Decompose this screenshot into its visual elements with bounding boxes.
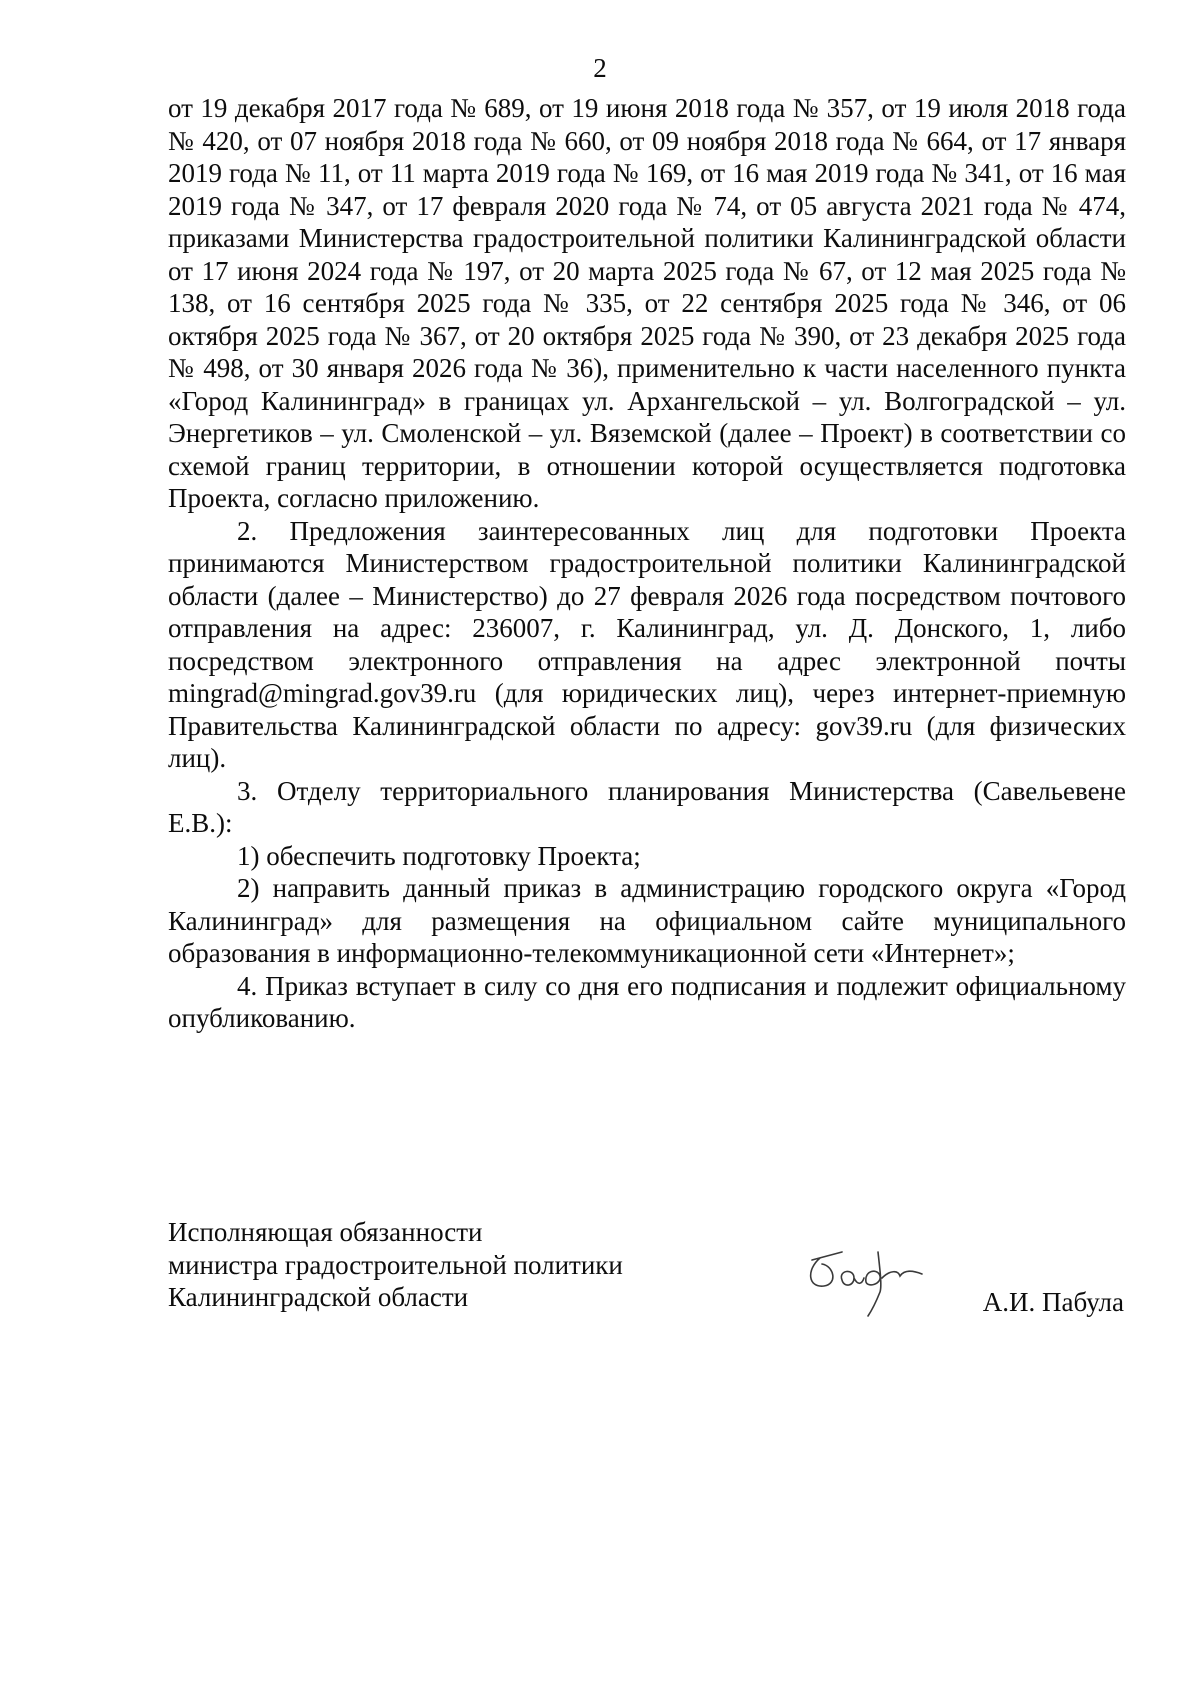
paragraph-2-proposals: 2. Предложения заинтересованных лиц для подготовки Проекта принимаются Министерством градостроительной политики Калининградской области (далее – Министерство) до 27 февраля 2026 года посредством почтового отправления на адрес: 236007, г. Калининград, ул. Д. Донского, 1, либо посредством электронного отправления на адрес электронной почты mingrad@mingrad.gov39.ru (для юридических лиц), через интернет-приемную Правительства Калининградской области по адресу: gov39.ru (для физических лиц). (168, 515, 1126, 773)
signer-position-line: министра градостроительной политики (168, 1249, 623, 1280)
signature-block (168, 1216, 1128, 1356)
paragraph-3-item-1: 1) обеспечить подготовку Проекта; (237, 840, 641, 871)
signer-position-line: Исполняющая обязанности (168, 1217, 483, 1247)
paragraph-continuation: от 19 декабря 2017 года № 689, от 19 июня 2018 года № 357, от 19 июля 2018 года № 420, от 07 ноября 2018 года № 660, от 09 ноября 2018 года № 664, от 17 января 2019 года № 11, от 11 марта 2019 года № 169, от 16 мая 2019 года № 341, от 16 мая 2019 года № 347, от 17 февраля 2020 года № 74, от 05 августа 2021 года № 474, приказами Министерства градостроительной политики Калининградской области от 17 июня 2024 года № 197, от 20 марта 2025 года № 67, от 12 мая 2025 года № 138, от 16 сентября 2025 года № 335, от 22 сентября 2025 года № 346, от 06 октября 2025 года № 367, от 20 октября 2025 года № 390, от 23 декабря 2025 года № 498, от 30 января 2026 года № 36), применительно к части населенного пункта «Город Калининград» в границах ул. Архангельской – ул. Волгоградской – ул. Энергетиков – ул. Смоленской – ул. Вяземской (далее – Проект) в соответствии со схемой границ территории, в отношении которой осуществляется подготовка Проекта, согласно приложению. (168, 93, 1126, 513)
page-number: 2 (593, 53, 607, 83)
paragraph-4-effect: 4. Приказ вступает в силу со дня его подписания и подлежит официальному опубликованию. (168, 970, 1126, 1033)
paragraph-3-item-2: 2) направить данный приказ в администрацию городского округа «Город Калининград» для размещения на официальном сайте муниципального образования в информационно-телекоммуникационной сети «Интернет»; (168, 873, 1126, 968)
document-body (168, 92, 1126, 1035)
paragraph-3-department: 3. Отделу территориального планирования Министерства (Савельевене Е.В.): (168, 775, 1126, 838)
signer-name: А.И. Пабула (982, 1287, 1124, 1317)
signer-position-line: Калининградской области (168, 1282, 469, 1312)
handwritten-signature (798, 1240, 928, 1320)
